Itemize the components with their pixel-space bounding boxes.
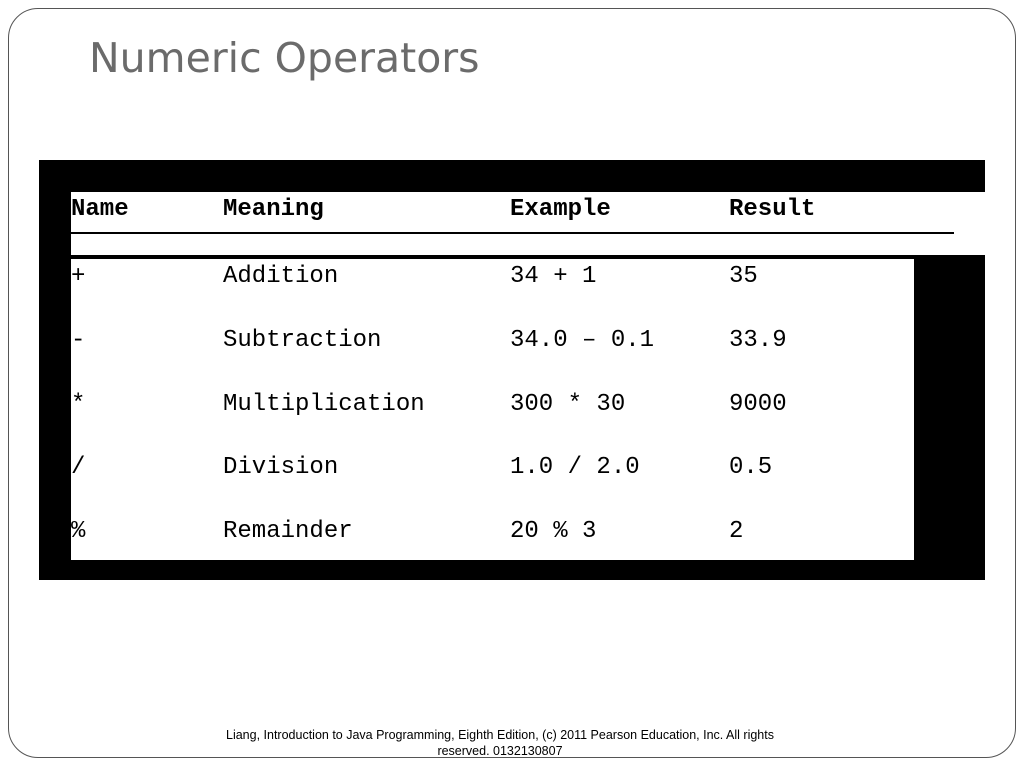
row-addition-meaning: Addition: [223, 263, 339, 290]
header-name: Name: [71, 196, 129, 223]
row-multiplication-result: 9000: [729, 391, 787, 418]
row-remainder-name: %: [71, 518, 86, 545]
row-remainder-result: 2: [729, 518, 744, 545]
row-addition-name: +: [71, 263, 86, 290]
row-subtraction-result: 33.9: [729, 327, 787, 354]
row-subtraction-meaning: Subtraction: [223, 327, 382, 354]
table-header-divider: [71, 232, 954, 234]
row-remainder-meaning: Remainder: [223, 518, 353, 545]
row-subtraction-name: -: [71, 327, 86, 354]
row-division-name: /: [71, 454, 86, 481]
header-example: Example: [510, 196, 611, 223]
row-multiplication-name: *: [71, 391, 86, 418]
row-subtraction-example: 34.0 – 0.1: [510, 327, 655, 354]
row-multiplication-example: 300 * 30: [510, 391, 626, 418]
row-remainder-example: 20 % 3: [510, 518, 597, 545]
slide-title: Numeric Operators: [89, 34, 480, 82]
row-addition-result: 35: [729, 263, 758, 290]
row-division-example: 1.0 / 2.0: [510, 454, 640, 481]
slide-footer: Liang, Introduction to Java Programming, Eighth Edition, (c) 2011 Pearson Education, Inc. All rights reserved. 0132130807: [226, 728, 774, 758]
header-result: Result: [729, 196, 816, 223]
row-addition-example: 34 + 1: [510, 263, 597, 290]
row-division-meaning: Division: [223, 454, 339, 481]
row-multiplication-meaning: Multiplication: [223, 391, 425, 418]
header-meaning: Meaning: [223, 196, 324, 223]
table-body-band: [71, 259, 914, 560]
row-division-result: 0.5: [729, 454, 773, 481]
